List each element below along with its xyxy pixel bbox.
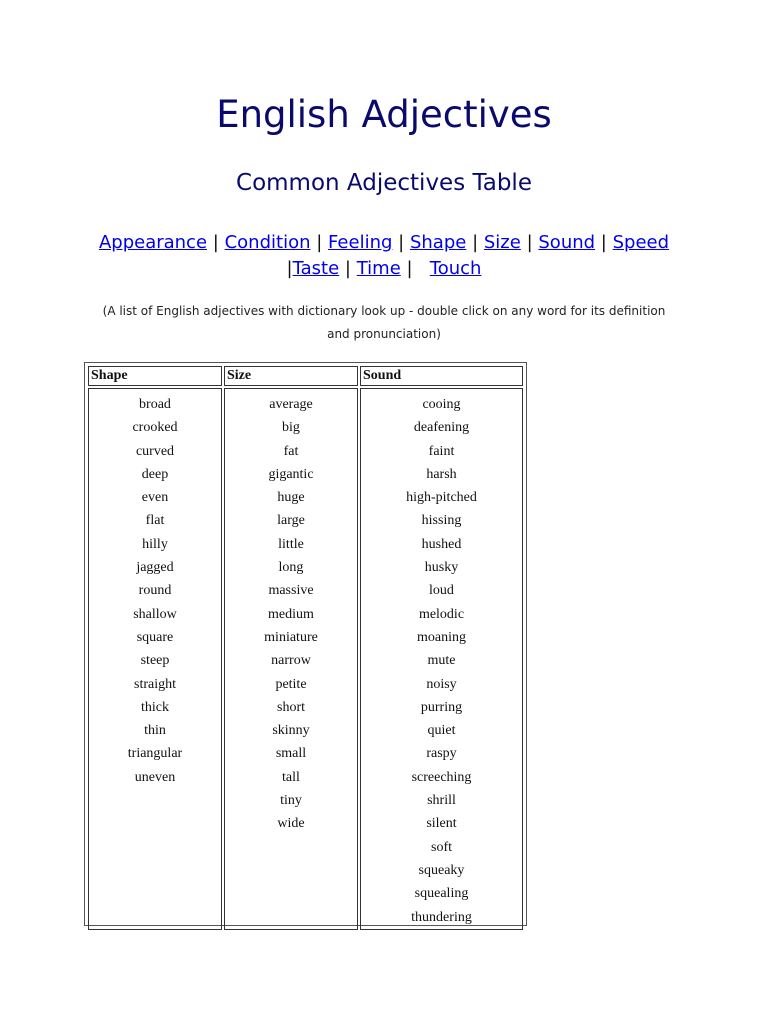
adjective-word[interactable]: hissing <box>421 513 462 529</box>
column-header-shape: Shape <box>88 366 222 386</box>
adjective-word[interactable]: squeaky <box>418 862 465 878</box>
page-subtitle: Common Adjectives Table <box>236 170 532 196</box>
adjective-word[interactable]: crooked <box>132 420 178 436</box>
page-title: English Adjectives <box>216 93 552 136</box>
adjective-word[interactable]: narrow <box>271 653 311 669</box>
nav-separator: | <box>600 232 607 253</box>
adjective-word[interactable]: petite <box>275 676 307 692</box>
adjective-word[interactable]: long <box>278 560 304 576</box>
adjective-word[interactable]: fat <box>283 443 299 459</box>
adjective-word[interactable]: quiet <box>427 723 456 739</box>
adjective-word[interactable]: thundering <box>411 909 472 925</box>
adjective-word[interactable]: screeching <box>411 769 472 785</box>
adjective-word[interactable]: steep <box>140 653 170 669</box>
column-header-size: Size <box>224 366 358 386</box>
nav-separator: | <box>406 258 413 279</box>
adjective-word[interactable]: purring <box>420 699 463 715</box>
nav-separator: | <box>316 232 323 253</box>
adjective-word[interactable]: deafening <box>413 420 470 436</box>
sound-column-cell <box>360 388 523 930</box>
nav-link-feeling[interactable]: Feeling <box>328 232 393 253</box>
nav-link-condition[interactable]: Condition <box>224 232 311 253</box>
adjective-word[interactable]: thin <box>144 723 166 739</box>
nav-link-taste[interactable]: Taste <box>292 258 340 279</box>
adjective-word[interactable]: loud <box>429 583 454 599</box>
adjective-word[interactable]: square <box>136 629 174 645</box>
adjective-word[interactable]: large <box>277 513 305 529</box>
adjective-word[interactable]: jagged <box>136 560 174 576</box>
adjective-word[interactable]: short <box>277 699 305 715</box>
nav-separator: | <box>526 232 533 253</box>
adjective-word[interactable]: hushed <box>421 536 462 552</box>
adjective-word[interactable]: silent <box>426 816 457 832</box>
adjective-word[interactable]: little <box>278 536 304 552</box>
adjective-word[interactable]: uneven <box>134 769 176 785</box>
size-column-cell <box>224 388 358 930</box>
adjective-word[interactable]: huge <box>277 490 305 506</box>
adjective-word[interactable]: noisy <box>426 676 457 692</box>
intro-note: (A list of English adjectives with dictionary look up - double click on any word for its definition and pronunciation) <box>102 304 666 341</box>
adjective-word[interactable]: soft <box>431 839 452 855</box>
adjective-word[interactable]: medium <box>268 606 314 622</box>
nav-separator: | <box>472 232 479 253</box>
adjective-word[interactable]: shallow <box>133 606 177 622</box>
adjective-word[interactable]: moaning <box>417 629 466 645</box>
adjective-word[interactable]: even <box>141 490 169 506</box>
adjective-word[interactable]: small <box>275 746 307 762</box>
adjectives-table-frame <box>84 362 527 926</box>
adjective-word[interactable]: faint <box>428 443 455 459</box>
adjective-word[interactable]: cooing <box>422 397 461 412</box>
nav-link-time[interactable]: Time <box>356 258 401 279</box>
nav-link-touch[interactable]: Touch <box>429 258 482 279</box>
adjective-word[interactable]: flat <box>145 513 165 529</box>
adjective-word[interactable]: thick <box>141 699 169 715</box>
nav-link-shape[interactable]: Shape <box>409 232 467 253</box>
adjective-word[interactable]: husky <box>424 560 459 576</box>
adjective-word[interactable]: big <box>282 420 300 436</box>
adjective-word[interactable]: wide <box>277 816 305 832</box>
adjective-word[interactable]: raspy <box>426 746 457 762</box>
adjective-word[interactable]: miniature <box>264 629 318 645</box>
adjective-word[interactable]: triangular <box>127 746 183 762</box>
adjective-word[interactable]: broad <box>139 397 171 412</box>
adjective-word[interactable]: deep <box>141 466 169 482</box>
adjective-word[interactable]: gigantic <box>268 466 314 482</box>
adjective-word[interactable]: shrill <box>427 793 456 809</box>
nav-link-appearance[interactable]: Appearance <box>98 232 208 253</box>
adjective-word[interactable]: high-pitched <box>406 490 477 506</box>
table-header-row <box>88 366 523 386</box>
nav-separator: | <box>344 258 351 279</box>
category-nav <box>84 230 684 282</box>
adjective-word[interactable]: straight <box>134 676 176 692</box>
table-row <box>88 388 523 930</box>
adjective-word[interactable]: tall <box>282 769 300 785</box>
adjective-word[interactable]: curved <box>135 443 175 459</box>
adjective-word[interactable]: skinny <box>272 723 310 739</box>
adjective-word[interactable]: massive <box>268 583 314 599</box>
adjective-word[interactable]: tiny <box>280 793 302 809</box>
adjective-word[interactable]: hilly <box>142 536 168 552</box>
nav-separator: | <box>212 232 219 253</box>
adjective-word[interactable]: squealing <box>414 886 469 902</box>
adjective-word[interactable]: average <box>269 397 313 412</box>
nav-link-size[interactable]: Size <box>483 232 521 253</box>
adjective-word[interactable]: melodic <box>418 606 465 622</box>
shape-column-cell <box>88 388 222 930</box>
column-header-sound: Sound <box>360 366 523 386</box>
adjective-word[interactable]: mute <box>427 653 456 669</box>
nav-separator: | <box>286 258 293 279</box>
adjective-word[interactable]: harsh <box>426 466 457 482</box>
nav-link-speed[interactable]: Speed <box>612 232 670 253</box>
nav-separator: | <box>398 232 405 253</box>
nav-link-sound[interactable]: Sound <box>538 232 596 253</box>
adjective-word[interactable]: round <box>138 583 172 599</box>
adjectives-table <box>86 364 525 932</box>
